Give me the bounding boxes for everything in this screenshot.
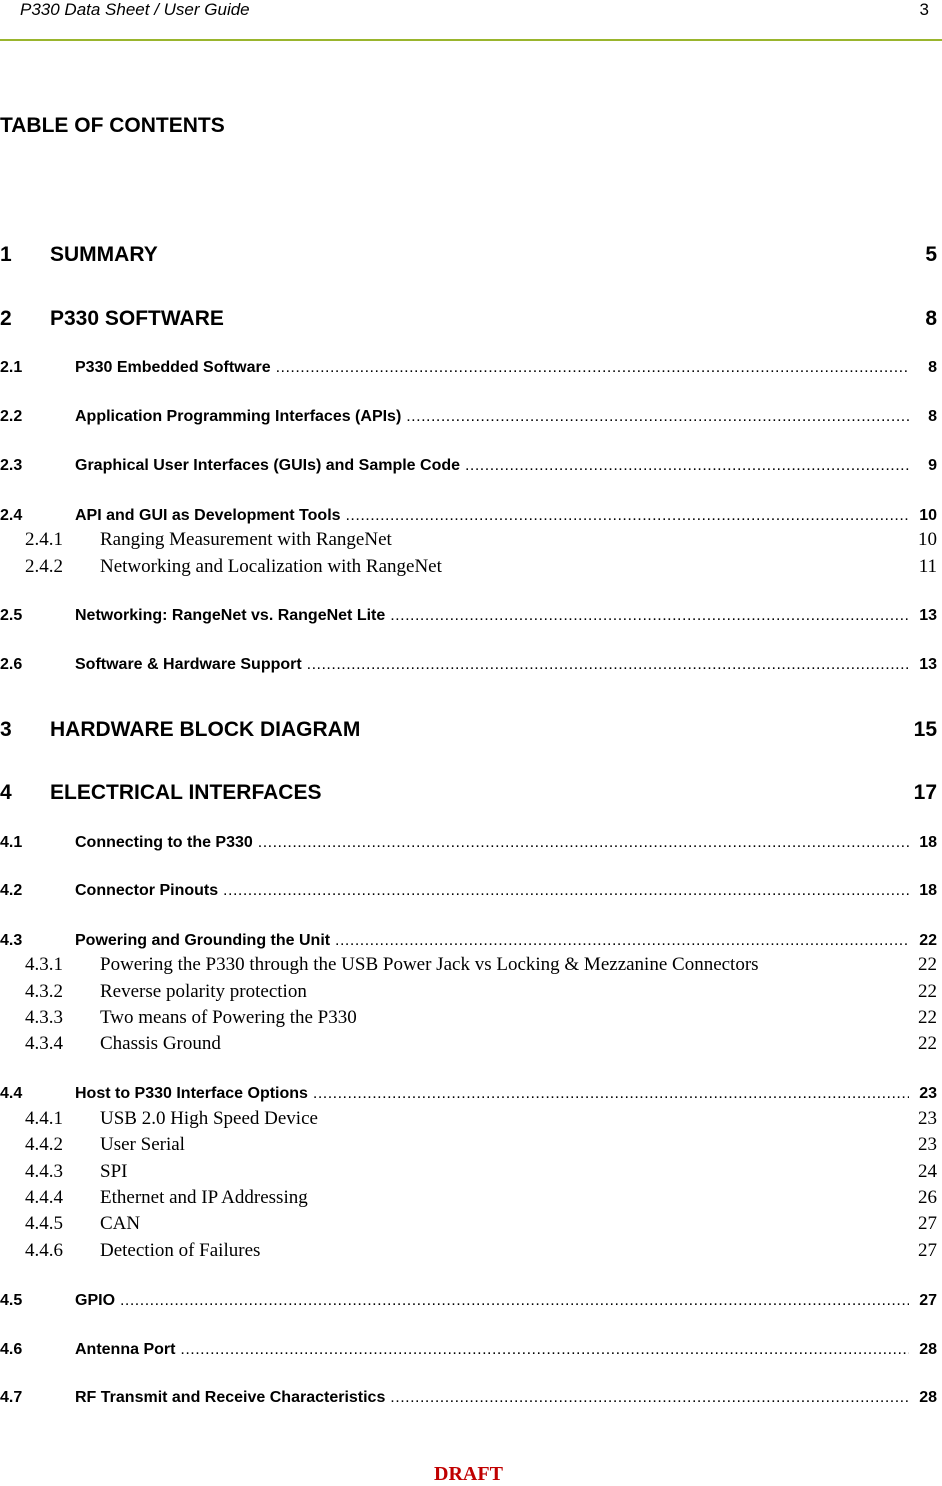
toc-entry-level3[interactable] (0, 1239, 937, 1263)
toc-entry-title: Ethernet and IP Addressing (100, 1187, 308, 1208)
toc-entry-number: 4.1 (0, 834, 23, 851)
toc-entry-level2[interactable] (0, 1387, 937, 1409)
toc-entry-title: Connector Pinouts ..... (75, 880, 909, 902)
toc-entry-level3[interactable] (0, 980, 937, 1004)
toc-entry-title: CAN (100, 1213, 141, 1234)
toc-entry-number: 4.2 (0, 882, 23, 899)
toc-entry-page: 9 (927, 455, 937, 477)
toc-entry-page: 22 (918, 981, 937, 1002)
toc-entry-level3[interactable] (0, 528, 937, 552)
toc-entry-number: 4.5 (0, 1292, 23, 1309)
toc-entry-number: 2 (0, 307, 12, 330)
toc-entry-number: 4.4.4 (25, 1187, 63, 1208)
toc-entry-title: SUMMARY (50, 243, 158, 266)
toc-entry-title: API and GUI as Development Tools ..... (75, 505, 909, 527)
toc-entry-title: GPIO ..... (75, 1290, 909, 1312)
toc-entry-level2[interactable] (0, 505, 937, 527)
toc-entry-title: P330 Embedded Software ..... (75, 357, 909, 379)
toc-entry-number: 2.4.2 (25, 556, 63, 577)
toc-entry-page: 17 (913, 781, 937, 804)
toc-entry-number: 4.3.1 (25, 954, 63, 975)
toc-entry-level2[interactable] (0, 406, 937, 428)
toc-entry-number: 4.4.5 (25, 1213, 63, 1234)
toc-entry-page: 27 (918, 1240, 937, 1261)
toc-entry-page: 10 (918, 529, 937, 550)
toc-entry-number: 4 (0, 781, 12, 804)
toc-entry-level2[interactable] (0, 832, 937, 854)
toc-entry-number: 2.3 (0, 457, 23, 474)
toc-entry-number: 4.3.4 (25, 1033, 63, 1054)
toc-entry-page: 27 (918, 1213, 937, 1234)
toc-entry-number: 2.2 (0, 408, 23, 425)
toc-entry-page: 22 (918, 954, 937, 975)
toc-entry-title: P330 SOFTWARE (50, 307, 224, 330)
toc-entry-level2[interactable] (0, 1339, 937, 1361)
toc-entry-title: SPI (100, 1161, 128, 1182)
toc-title: TABLE OF CONTENTS (0, 114, 225, 137)
toc-entry-number: 4.4 (0, 1085, 23, 1102)
toc-entry-title: Software & Hardware Support ..... (75, 654, 909, 676)
toc-entry-level3[interactable] (0, 1133, 937, 1157)
toc-entry-page: 18 (918, 880, 937, 902)
toc-entry-number: 4.4.6 (25, 1240, 63, 1261)
toc-entry-title: Connecting to the P330 ..... (75, 832, 909, 854)
toc-entry-title: Application Programming Interfaces (APIs) ..... (75, 406, 909, 428)
toc-entry-level3[interactable] (0, 1212, 937, 1236)
toc-entry-level3[interactable] (0, 1006, 937, 1030)
toc-entry-number: 4.6 (0, 1341, 23, 1358)
toc-entry-title: Reverse polarity protection (100, 981, 307, 1002)
toc-entry-page: 22 (918, 1007, 937, 1028)
toc-entry-level3[interactable] (0, 1032, 937, 1056)
toc-entry-title: Powering and Grounding the Unit ..... (75, 930, 909, 952)
toc-entry-title: Host to P330 Interface Options ..... (75, 1083, 909, 1105)
toc-entry-page: 18 (918, 832, 937, 854)
toc-entry-page: 27 (918, 1290, 937, 1312)
toc-entry-level2[interactable] (0, 1083, 937, 1105)
toc-entry-page: 22 (918, 930, 937, 952)
toc-entry-level2[interactable] (0, 605, 937, 627)
toc-entry-page: 15 (913, 718, 937, 741)
toc-entry-level2[interactable] (0, 455, 937, 477)
toc-entry-level1[interactable] (0, 780, 937, 806)
toc-entry-level2[interactable] (0, 654, 937, 676)
toc-entry-page: 10 (918, 505, 937, 527)
toc-entry-level3[interactable] (0, 953, 937, 977)
toc-entry-level2[interactable] (0, 930, 937, 952)
toc-entry-title: Powering the P330 through the USB Power Jack vs Locking & Mezzanine Connectors (100, 954, 759, 975)
toc-entry-level1[interactable] (0, 242, 937, 268)
toc-entry-title: Networking: RangeNet vs. RangeNet Lite ..... (75, 605, 909, 627)
toc-entry-title: Detection of Failures (100, 1240, 261, 1261)
toc-entry-title: User Serial (100, 1134, 185, 1155)
toc-entry-page: 8 (925, 307, 937, 330)
toc-entry-title: Chassis Ground (100, 1033, 221, 1054)
toc-entry-title: Two means of Powering the P330 (100, 1007, 357, 1028)
toc-entry-level2[interactable] (0, 880, 937, 902)
toc-entry-level3[interactable] (0, 1160, 937, 1184)
toc-entry-page: 8 (927, 357, 937, 379)
toc-entry-page: 8 (927, 406, 937, 428)
toc-entry-page: 28 (918, 1339, 937, 1361)
toc-entry-title: Networking and Localization with RangeNet (100, 556, 442, 577)
toc-entry-number: 3 (0, 718, 12, 741)
header-rule (0, 39, 942, 41)
header-page-number: 3 (919, 0, 929, 19)
toc-entry-number: 4.3.2 (25, 981, 63, 1002)
toc-entry-number: 1 (0, 243, 12, 266)
toc-entry-page: 26 (918, 1187, 937, 1208)
toc-entry-level3[interactable] (0, 555, 937, 579)
toc-entry-level1[interactable] (0, 717, 937, 743)
toc-entry-page: 28 (918, 1387, 937, 1409)
toc-entry-level2[interactable] (0, 357, 937, 379)
toc-entry-level1[interactable] (0, 306, 937, 332)
toc-entry-page: 5 (925, 243, 937, 266)
toc-entry-title: Graphical User Interfaces (GUIs) and Sample Code ..... (75, 455, 909, 477)
toc-entry-page: 23 (918, 1083, 937, 1105)
toc-entry-title: ELECTRICAL INTERFACES (50, 781, 322, 804)
toc-entry-page: 24 (918, 1161, 937, 1182)
toc-entry-title: Antenna Port ..... (75, 1339, 909, 1361)
toc-entry-number: 4.7 (0, 1389, 23, 1406)
toc-entry-page: 11 (918, 556, 937, 577)
toc-entry-title: RF Transmit and Receive Characteristics ..... (75, 1387, 909, 1409)
toc-entry-page: 13 (918, 654, 937, 676)
toc-entry-number: 2.6 (0, 656, 23, 673)
draft-watermark: DRAFT (434, 1463, 503, 1485)
toc-entry-number: 2.4 (0, 507, 23, 524)
toc-entry-number: 4.4.1 (25, 1108, 63, 1129)
toc-entry-page: 13 (918, 605, 937, 627)
toc-entry-level3[interactable] (0, 1186, 937, 1210)
toc-entry-level3[interactable] (0, 1107, 937, 1131)
toc-entry-title: HARDWARE BLOCK DIAGRAM (50, 718, 361, 741)
toc-entry-number: 4.4.3 (25, 1161, 63, 1182)
toc-entry-level2[interactable] (0, 1290, 937, 1312)
toc-entry-page: 23 (918, 1134, 937, 1155)
toc-entry-page: 23 (918, 1108, 937, 1129)
toc-entry-number: 2.1 (0, 359, 23, 376)
toc-entry-number: 2.5 (0, 607, 23, 624)
toc-entry-title: USB 2.0 High Speed Device (100, 1108, 318, 1129)
toc-entry-number: 4.3 (0, 932, 23, 949)
toc-entry-title: Ranging Measurement with RangeNet (100, 529, 392, 550)
header-title: P330 Data Sheet / User Guide (20, 0, 250, 19)
toc-entry-number: 2.4.1 (25, 529, 63, 550)
toc-entry-page: 22 (918, 1033, 937, 1054)
toc-entry-number: 4.3.3 (25, 1007, 63, 1028)
toc-entry-number: 4.4.2 (25, 1134, 63, 1155)
